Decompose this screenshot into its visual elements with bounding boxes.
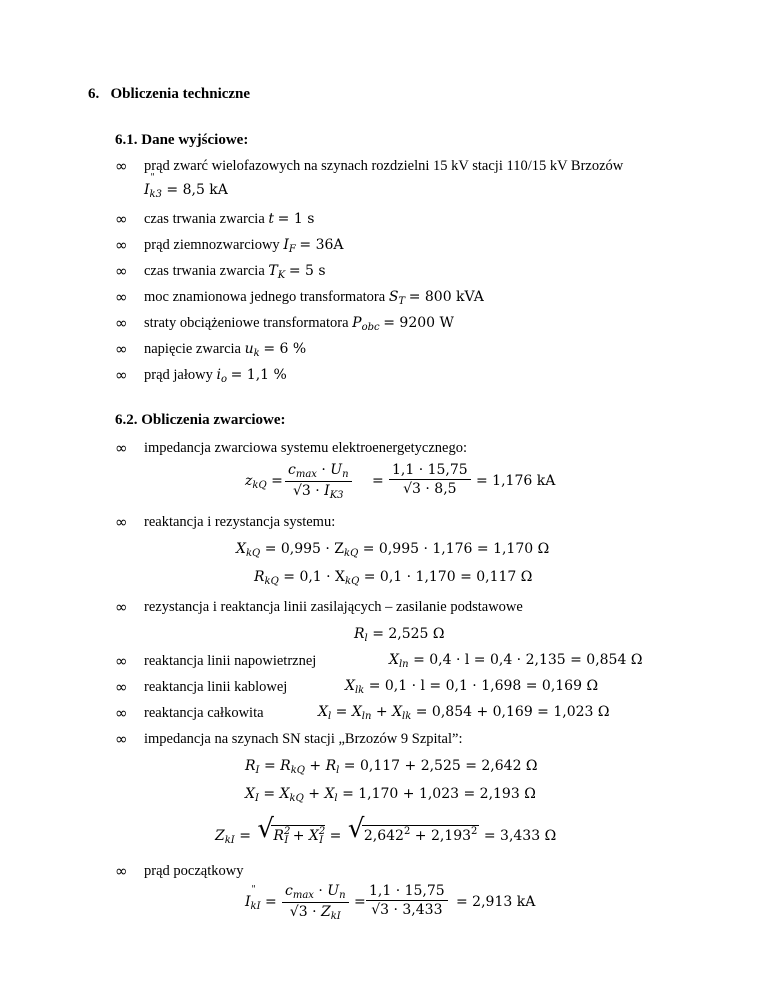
bullet-icon: ∞ bbox=[115, 704, 128, 722]
list-item: straty obciążeniowe transformatora $P_{obc} = 9200$ W bbox=[144, 315, 454, 333]
bullet-icon: ∞ bbox=[115, 678, 128, 696]
list-item: rezystancja i reaktancja linii zasilających – zasilanie podstawowe bbox=[144, 599, 523, 615]
bullet-icon: ∞ bbox=[115, 598, 128, 616]
bullet-icon: ∞ bbox=[115, 236, 128, 254]
subsection-title: Dane wyjściowe: bbox=[141, 132, 249, 148]
formula-zkq-result: = 1,176 kA bbox=[476, 473, 556, 489]
list-item: reaktancja i rezystancja systemu: bbox=[144, 514, 336, 530]
list-item: prąd początkowy bbox=[144, 863, 244, 879]
section-number: 6. bbox=[88, 86, 100, 102]
section-title: Obliczenia techniczne bbox=[110, 86, 251, 102]
formula-ri: $R_I = R_{kQ} + R_l = 0,117 + 2,525 = 2,642$ Ω bbox=[245, 758, 538, 776]
formula-iki-frac1: $c_{max} \cdot U_n$ $√3 \cdot Z_{kI}$ bbox=[282, 883, 349, 922]
bullet-icon: ∞ bbox=[115, 366, 128, 384]
list-item: czas trwania zwarcia $T_K = 5$ s bbox=[144, 263, 326, 281]
formula-iki-lhs: I " $_{kI}$ = bbox=[245, 885, 277, 912]
list-item: prąd jałowy $i_o = 1,1$ % bbox=[144, 367, 287, 385]
formula-rkq: $R_{kQ} = 0,1 \cdot X_{kQ} = 0,1 \cdot 1,170 = 0,117$ Ω bbox=[254, 569, 533, 587]
formula-xl: $X_l = X_{ln} + X_{lk} = 0,854 + 0,169 = 1,023$ Ω bbox=[318, 704, 610, 722]
subsection-number: 6.2. bbox=[115, 412, 138, 428]
formula-zki: $Z_{kI}$ = √ $R^2_I + X^2_I$ = √ $2,642^2 + 2,193^2 = 3,433$ Ω bbox=[215, 814, 557, 846]
bullet-icon: ∞ bbox=[115, 340, 128, 358]
bullet-icon: ∞ bbox=[115, 439, 128, 457]
list-item: prąd zwarć wielofazowych na szynach rozdzielni 15 kV stacji 110/15 kV Brzozów bbox=[144, 158, 624, 174]
bullet-icon: ∞ bbox=[115, 652, 128, 670]
formula-xi: $X_I = X_{kQ} + X_l = 1,170 + 1,023 = 2,193$ Ω bbox=[245, 786, 536, 804]
bullet-icon: ∞ bbox=[115, 862, 128, 880]
list-item: impedancja na szynach SN stacji „Brzozów 9 Szpital”: bbox=[144, 731, 463, 747]
list-item: czas trwania zwarcia t = 1 s bbox=[144, 211, 315, 227]
bullet-icon: ∞ bbox=[115, 262, 128, 280]
formula-xln: $X_{ln} = 0,4 \cdot l = 0,4 \cdot 2,135 = 0,854$ Ω bbox=[389, 652, 643, 670]
bullet-icon: ∞ bbox=[115, 157, 128, 175]
formula-zkq-frac2: $\frac{1,1 \cdot 15,75}{√3 \cdot 8,5}$ bbox=[389, 462, 471, 497]
bullet-icon: ∞ bbox=[115, 288, 128, 306]
formula-rl: $R_l = 2,525$ Ω bbox=[354, 626, 445, 644]
section-heading bbox=[88, 86, 250, 103]
list-item: reaktancja całkowita bbox=[144, 705, 264, 721]
list-item: impedancja zwarciowa systemu elektroenergetycznego: bbox=[144, 440, 468, 456]
list-item: reaktancja linii kablowej bbox=[144, 679, 288, 695]
formula-ik3: I " $_{k3}$ = 8,5 kA bbox=[144, 173, 228, 200]
bullet-icon: ∞ bbox=[115, 210, 128, 228]
formula-xlk: $X_{lk} = 0,1 \cdot l = 0,1 \cdot 1,698 = 0,169$ Ω bbox=[345, 678, 599, 696]
list-item: reaktancja linii napowietrznej bbox=[144, 653, 317, 669]
subsection-title: Obliczenia zwarciowe: bbox=[141, 412, 286, 428]
formula-xkq: $X_{kQ} = 0,995 \cdot Z_{kQ} = 0,995 \cdot 1,176 = 1,170$ Ω bbox=[236, 541, 550, 559]
bullet-icon: ∞ bbox=[115, 314, 128, 332]
formula-eq: = bbox=[354, 894, 366, 910]
formula-zkq-lhs: $z_{kQ}$ = bbox=[245, 473, 283, 491]
list-item: prąd ziemnozwarciowy $I_F = 36A$ bbox=[144, 237, 344, 255]
formula-iki-result: = 2,913 kA bbox=[456, 894, 536, 910]
formula-zkq-frac1: $c_{max} \cdot U_n$ $√3 \cdot I_{K3}$ bbox=[285, 462, 352, 501]
formula-eq: = bbox=[372, 473, 384, 489]
subsection-heading-6-2 bbox=[115, 412, 286, 429]
formula-iki-frac2: $\frac{1,1 \cdot 15,75}{√3 \cdot 3,433}$ bbox=[366, 883, 448, 918]
subsection-heading-6-1 bbox=[115, 132, 248, 149]
bullet-icon: ∞ bbox=[115, 513, 128, 531]
list-item: napięcie zwarcia $u_k = 6$ % bbox=[144, 341, 307, 359]
subsection-number: 6.1. bbox=[115, 132, 138, 148]
list-item: moc znamionowa jednego transformatora $S_T = 800$ kVA bbox=[144, 289, 484, 307]
bullet-icon: ∞ bbox=[115, 730, 128, 748]
